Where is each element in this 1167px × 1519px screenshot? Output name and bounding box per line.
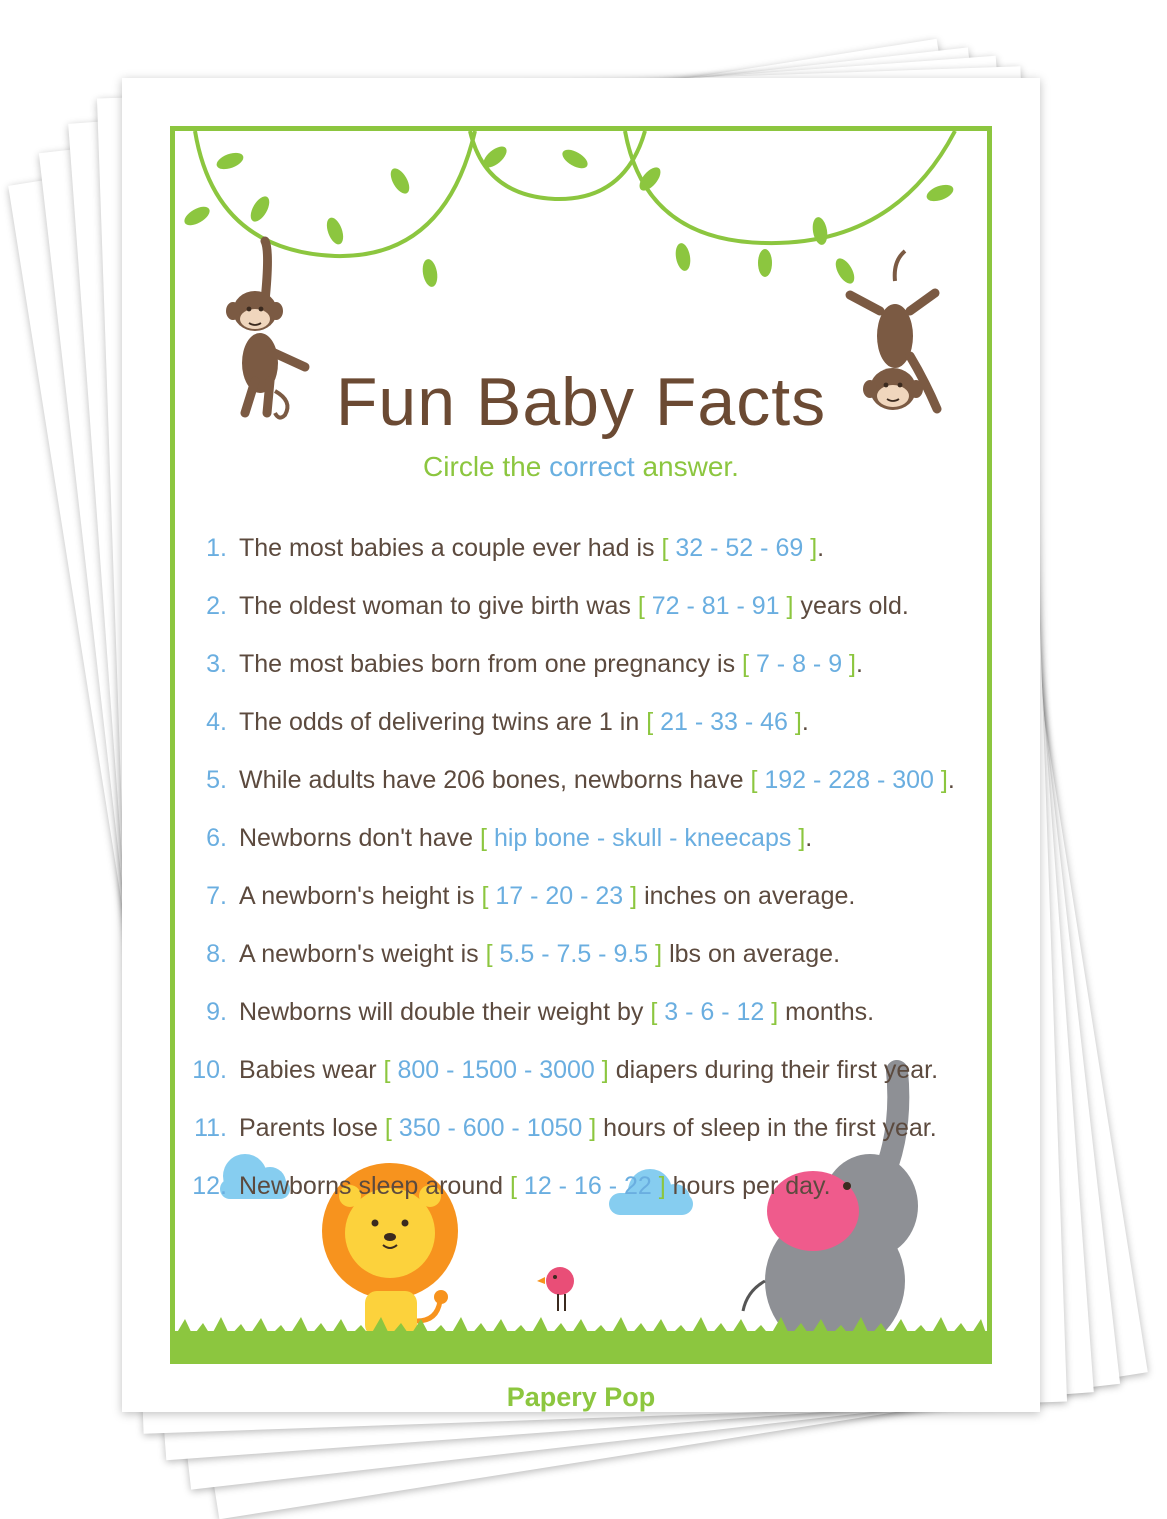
question-suffix: . xyxy=(805,824,813,852)
answer-option[interactable]: 7 xyxy=(755,650,770,678)
option-separator: - xyxy=(601,1172,624,1200)
question-text: Parents lose xyxy=(239,1114,378,1142)
question-item xyxy=(185,531,824,565)
card-frame xyxy=(170,126,992,1364)
leaf-icons xyxy=(181,143,955,288)
question-item xyxy=(185,589,909,623)
option-separator: - xyxy=(703,534,726,562)
question-suffix: . xyxy=(947,766,955,794)
answer-option[interactable]: 46 xyxy=(760,708,788,736)
question-item xyxy=(185,647,863,681)
option-separator: - xyxy=(551,1172,574,1200)
question-suffix: lbs on average. xyxy=(662,940,841,968)
option-separator: - xyxy=(523,882,546,910)
bracket-open: [ xyxy=(646,708,661,736)
answer-option[interactable]: 6 xyxy=(700,998,715,1026)
bracket-open: [ xyxy=(384,1114,399,1142)
option-separator: - xyxy=(678,998,701,1026)
bracket-close: ] xyxy=(933,766,948,794)
instructions-text: Circle the xyxy=(423,451,550,482)
option-separator: - xyxy=(806,766,829,794)
brand-logo: Papery Pop xyxy=(506,1382,656,1412)
bracket-open: [ xyxy=(650,998,665,1026)
bracket-close: ] xyxy=(594,1056,609,1084)
question-number: 8. xyxy=(206,940,227,968)
option-separator: - xyxy=(589,824,613,852)
question-number: 6. xyxy=(206,824,227,852)
question-item xyxy=(185,995,874,1029)
question-item xyxy=(185,763,955,797)
question-item xyxy=(185,705,809,739)
bracket-open: [ xyxy=(480,824,494,852)
answer-option[interactable]: 228 xyxy=(828,766,871,794)
option-separator: - xyxy=(679,592,702,620)
bracket-close: ] xyxy=(803,534,818,562)
answer-option[interactable]: 12 xyxy=(523,1172,552,1200)
answer-option[interactable]: 17 xyxy=(495,882,524,910)
question-number: 1. xyxy=(206,534,227,562)
answer-option[interactable]: kneecaps xyxy=(684,824,792,852)
bracket-open: [ xyxy=(485,940,500,968)
option-separator: - xyxy=(517,1056,540,1084)
answer-option[interactable]: 192 xyxy=(764,766,807,794)
question-suffix: hours of sleep in the first year. xyxy=(596,1114,937,1142)
question-number: 4. xyxy=(206,708,227,736)
bracket-open: [ xyxy=(481,882,496,910)
option-separator: - xyxy=(687,708,711,736)
bracket-open: [ xyxy=(661,534,676,562)
answer-option[interactable]: 7.5 xyxy=(556,940,592,968)
option-separator: - xyxy=(534,940,557,968)
answer-option[interactable]: 21 xyxy=(660,708,688,736)
answer-option[interactable]: 300 xyxy=(892,766,934,794)
option-separator: - xyxy=(440,1114,463,1142)
answer-option[interactable]: 91 xyxy=(751,592,780,620)
question-item xyxy=(185,879,855,913)
option-separator: - xyxy=(714,998,737,1026)
question-suffix: inches on average. xyxy=(637,882,856,910)
question-text: Babies wear xyxy=(239,1056,377,1084)
question-suffix: . xyxy=(817,534,825,562)
question-suffix: . xyxy=(801,708,809,736)
instructions-text-end: answer. xyxy=(634,451,739,482)
answer-option[interactable]: 1500 xyxy=(461,1056,517,1084)
answer-option[interactable]: 8 xyxy=(792,650,806,678)
answer-option[interactable]: 32 xyxy=(675,534,704,562)
instructions-highlight: correct xyxy=(549,451,635,482)
question-suffix: years old. xyxy=(793,592,909,620)
bracket-close: ] xyxy=(791,824,806,852)
answer-option[interactable]: 350 xyxy=(398,1114,441,1142)
answer-option[interactable]: 3 xyxy=(664,998,679,1026)
question-text: Newborns sleep around xyxy=(239,1172,504,1200)
question-number: 5. xyxy=(206,766,227,794)
option-separator: - xyxy=(805,650,829,678)
page-title: Fun Baby Facts xyxy=(335,364,827,440)
question-suffix: months. xyxy=(778,998,875,1026)
option-separator: - xyxy=(591,940,614,968)
answer-option[interactable]: 16 xyxy=(573,1172,602,1200)
answer-option[interactable]: 9.5 xyxy=(613,940,649,968)
question-text: The most babies born from one pregnancy is xyxy=(239,650,736,678)
answer-option[interactable]: 600 xyxy=(462,1114,505,1142)
game-card xyxy=(122,78,1040,1412)
option-separator: - xyxy=(729,592,752,620)
question-item xyxy=(185,937,840,971)
question-item xyxy=(185,1111,937,1145)
question-text: Newborns don't have xyxy=(239,824,474,852)
answer-option[interactable]: 23 xyxy=(595,882,624,910)
question-item xyxy=(185,1169,831,1203)
option-separator: - xyxy=(504,1114,527,1142)
question-text: The most babies a couple ever had is xyxy=(239,534,655,562)
answer-option[interactable]: 72 xyxy=(651,592,680,620)
answer-option[interactable]: 52 xyxy=(725,534,754,562)
bracket-open: [ xyxy=(637,592,652,620)
answer-option[interactable]: 81 xyxy=(701,592,730,620)
answer-option[interactable]: 3000 xyxy=(539,1056,595,1084)
question-item xyxy=(185,1053,938,1087)
question-suffix: . xyxy=(856,650,863,678)
bracket-open: [ xyxy=(750,766,765,794)
answer-option[interactable]: 5.5 xyxy=(499,940,535,968)
question-suffix: diapers during their first year. xyxy=(608,1056,939,1084)
answer-option[interactable]: hip bone xyxy=(493,824,590,852)
answer-option[interactable]: 9 xyxy=(828,650,843,678)
bracket-open: [ xyxy=(510,1172,524,1200)
question-text: Newborns will double their weight by xyxy=(239,998,644,1026)
question-number: 2. xyxy=(206,592,227,620)
question-text: A newborn's weight is xyxy=(239,940,479,968)
question-suffix: hours per day. xyxy=(665,1172,831,1200)
bracket-open: [ xyxy=(742,650,756,678)
answer-option[interactable]: skull xyxy=(612,824,663,852)
answer-option[interactable]: 22 xyxy=(623,1172,652,1200)
bracket-close: ] xyxy=(648,940,663,968)
question-text: The oldest woman to give birth was xyxy=(239,592,631,620)
vine-leaves-icon xyxy=(195,131,955,256)
answer-option[interactable]: 800 xyxy=(397,1056,440,1084)
question-number: 10. xyxy=(192,1056,227,1084)
question-number: 3. xyxy=(206,650,227,678)
instructions xyxy=(175,451,987,483)
answer-option[interactable]: 33 xyxy=(710,708,738,736)
option-separator: - xyxy=(439,1056,462,1084)
option-separator: - xyxy=(870,766,893,794)
question-number: 7. xyxy=(206,882,227,910)
option-separator: - xyxy=(737,708,761,736)
question-number: 11. xyxy=(194,1114,227,1142)
bracket-close: ] xyxy=(764,998,779,1026)
question-number: 9. xyxy=(206,998,227,1026)
bracket-close: ] xyxy=(582,1114,597,1142)
bracket-close: ] xyxy=(842,650,857,678)
bird-icon xyxy=(537,1267,574,1311)
bracket-close: ] xyxy=(787,708,802,736)
question-text: The odds of delivering twins are 1 in xyxy=(239,708,640,736)
bracket-close: ] xyxy=(651,1172,666,1200)
option-separator: - xyxy=(662,824,685,852)
bracket-open: [ xyxy=(383,1056,398,1084)
option-separator: - xyxy=(769,650,793,678)
answer-option[interactable]: 69 xyxy=(775,534,804,562)
answer-option[interactable]: 12 xyxy=(736,998,765,1026)
question-text: While adults have 206 bones, newborns have xyxy=(239,766,744,794)
answer-option[interactable]: 1050 xyxy=(526,1114,583,1142)
option-separator: - xyxy=(573,882,596,910)
question-item xyxy=(185,821,812,855)
option-separator: - xyxy=(753,534,776,562)
question-number: 12. xyxy=(192,1172,227,1200)
bracket-close: ] xyxy=(779,592,794,620)
answer-option[interactable]: 20 xyxy=(545,882,574,910)
bracket-close: ] xyxy=(623,882,638,910)
question-text: A newborn's height is xyxy=(239,882,475,910)
